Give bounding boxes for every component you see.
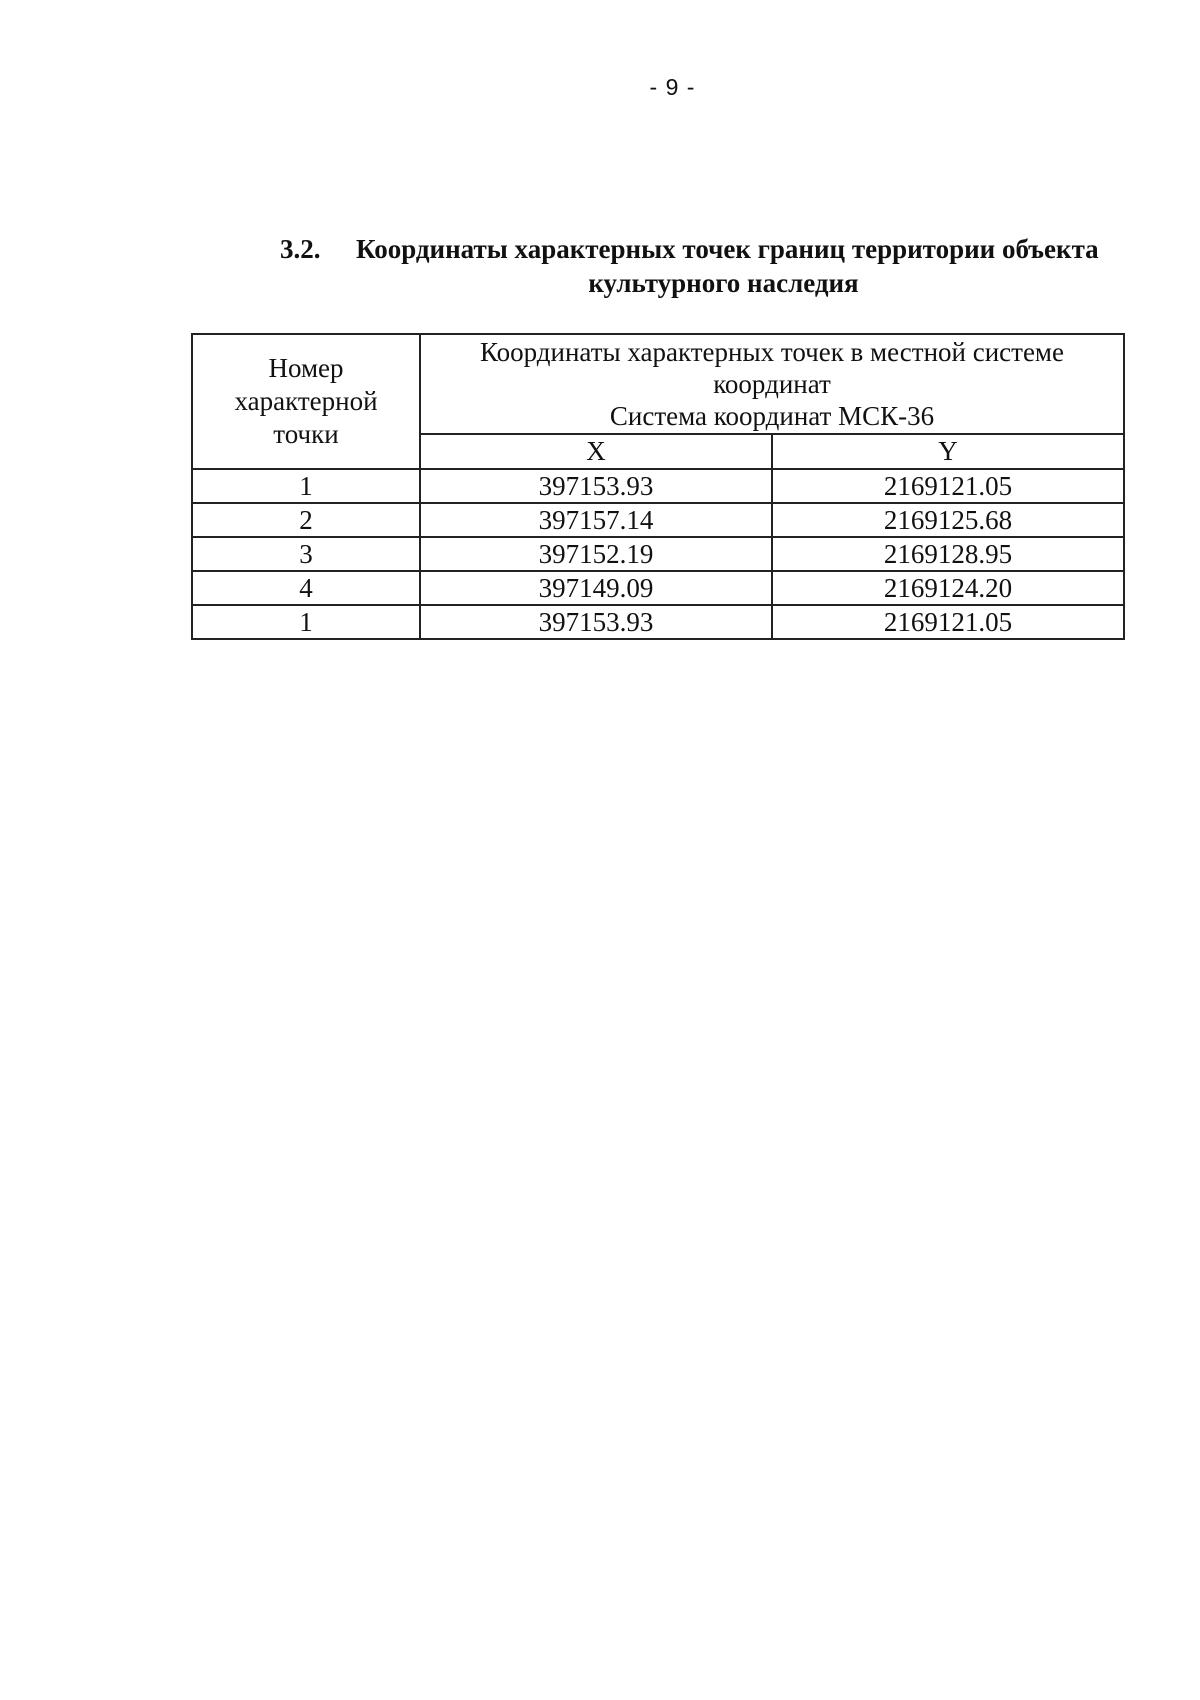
cell-point: 4 bbox=[192, 571, 420, 605]
section-title-line1: Координаты характерных точек границ территории объекта bbox=[356, 234, 1099, 264]
page-number: - 9 - bbox=[649, 74, 696, 100]
cell-x: 397153.93 bbox=[420, 469, 772, 503]
cell-y: 2169125.68 bbox=[772, 503, 1124, 537]
section-title-line2: культурного наследия bbox=[588, 268, 859, 298]
header-point-line: Номер bbox=[268, 353, 344, 383]
section-heading-line1 bbox=[280, 232, 1160, 266]
cell-x: 397153.93 bbox=[420, 605, 772, 639]
header-x: X bbox=[420, 434, 772, 469]
cell-point: 3 bbox=[192, 537, 420, 571]
section-heading bbox=[280, 232, 1160, 300]
table-row bbox=[192, 537, 1124, 571]
cell-x: 397157.14 bbox=[420, 503, 772, 537]
cell-y: 2169124.20 bbox=[772, 571, 1124, 605]
table-row bbox=[192, 605, 1124, 639]
cell-y: 2169121.05 bbox=[772, 469, 1124, 503]
header-y: Y bbox=[772, 434, 1124, 469]
header-point-number bbox=[192, 334, 420, 469]
header-coords-line: Система координат МСК-36 bbox=[609, 401, 935, 431]
table-row bbox=[192, 469, 1124, 503]
header-point-line: точки bbox=[273, 419, 339, 449]
cell-point: 1 bbox=[192, 605, 420, 639]
cell-point: 2 bbox=[192, 503, 420, 537]
cell-point: 1 bbox=[192, 469, 420, 503]
header-point-line: характерной bbox=[234, 386, 378, 416]
cell-y: 2169128.95 bbox=[772, 537, 1124, 571]
coordinates-table bbox=[191, 333, 1125, 640]
section-number: 3.2. bbox=[280, 234, 321, 264]
table-row bbox=[192, 571, 1124, 605]
header-coords-line: координат bbox=[713, 369, 831, 399]
cell-x: 397149.09 bbox=[420, 571, 772, 605]
table-row bbox=[192, 503, 1124, 537]
cell-x: 397152.19 bbox=[420, 537, 772, 571]
header-coordinates bbox=[420, 334, 1124, 434]
header-coords-line: Координаты характерных точек в местной системе bbox=[479, 337, 1065, 367]
cell-y: 2169121.05 bbox=[772, 605, 1124, 639]
